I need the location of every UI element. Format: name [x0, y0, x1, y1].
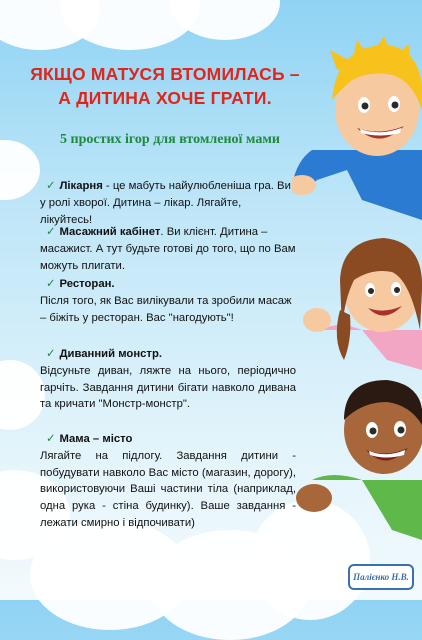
game-description: Відсуньте диван, ляжте на нього, періодично гарчіть. Завдання дитини бігати навколо дивана та кричати "Монстр-монстр".	[40, 364, 296, 411]
check-icon: ✓	[46, 278, 56, 290]
title-line-2: А ДИТИНА ХОЧЕ ГРАТИ.	[58, 88, 272, 108]
game-item-mom-city	[40, 431, 296, 532]
game-item-restaurant	[40, 276, 296, 326]
cloud	[170, 0, 280, 40]
subtitle: 5 простих ігор для втомленої мами	[60, 132, 280, 147]
cloud	[0, 140, 40, 200]
game-name: Ресторан.	[59, 278, 115, 290]
game-item-hospital	[40, 178, 296, 228]
dark-haired-boy-figure	[296, 380, 422, 540]
author-stamp: Палієнко Н.В.	[348, 564, 414, 590]
title-line-1: ЯКЩО МАТУСЯ ВТОМИЛАСЬ –	[30, 64, 300, 84]
game-description: - це мабуть найулюбленіша гра. Ви у ролі хворої. Дитина – лікар. Лягайте, лікуйтесь!	[40, 180, 291, 226]
game-description: Лягайте на підлогу. Завдання дитини - побудувати навколо Вас місто (магазин, дорогу), використовуючи Ваші частини тіла (наприклад, одна рука - стіна будинку). Ваше завдання - лежати смирно і відпочивати)	[40, 449, 296, 529]
girl-figure	[303, 238, 422, 370]
children-illustration	[292, 0, 422, 600]
cloud	[0, 360, 45, 430]
check-icon: ✓	[46, 180, 56, 192]
game-description: . Ви клієнт. Дитина – масажист. А тут будьте готові до того, що по Вам можуть плигати.	[40, 226, 296, 272]
game-name: Диванний монстр.	[59, 348, 163, 360]
game-name: Лікарня	[59, 180, 103, 192]
game-name: Масажний кабінет	[59, 226, 161, 238]
blond-boy-figure	[292, 36, 422, 220]
check-icon: ✓	[46, 226, 56, 238]
check-icon: ✓	[46, 433, 56, 445]
game-name: Мама – місто	[59, 433, 133, 445]
game-item-sofa-monster	[40, 346, 296, 413]
game-item-massage	[40, 224, 296, 274]
page-title	[10, 62, 320, 110]
game-description: Після того, як Вас вилікували та зробили масаж – біжіть у ресторан. Вас "нагодують"!	[40, 294, 292, 324]
check-icon: ✓	[46, 348, 56, 360]
